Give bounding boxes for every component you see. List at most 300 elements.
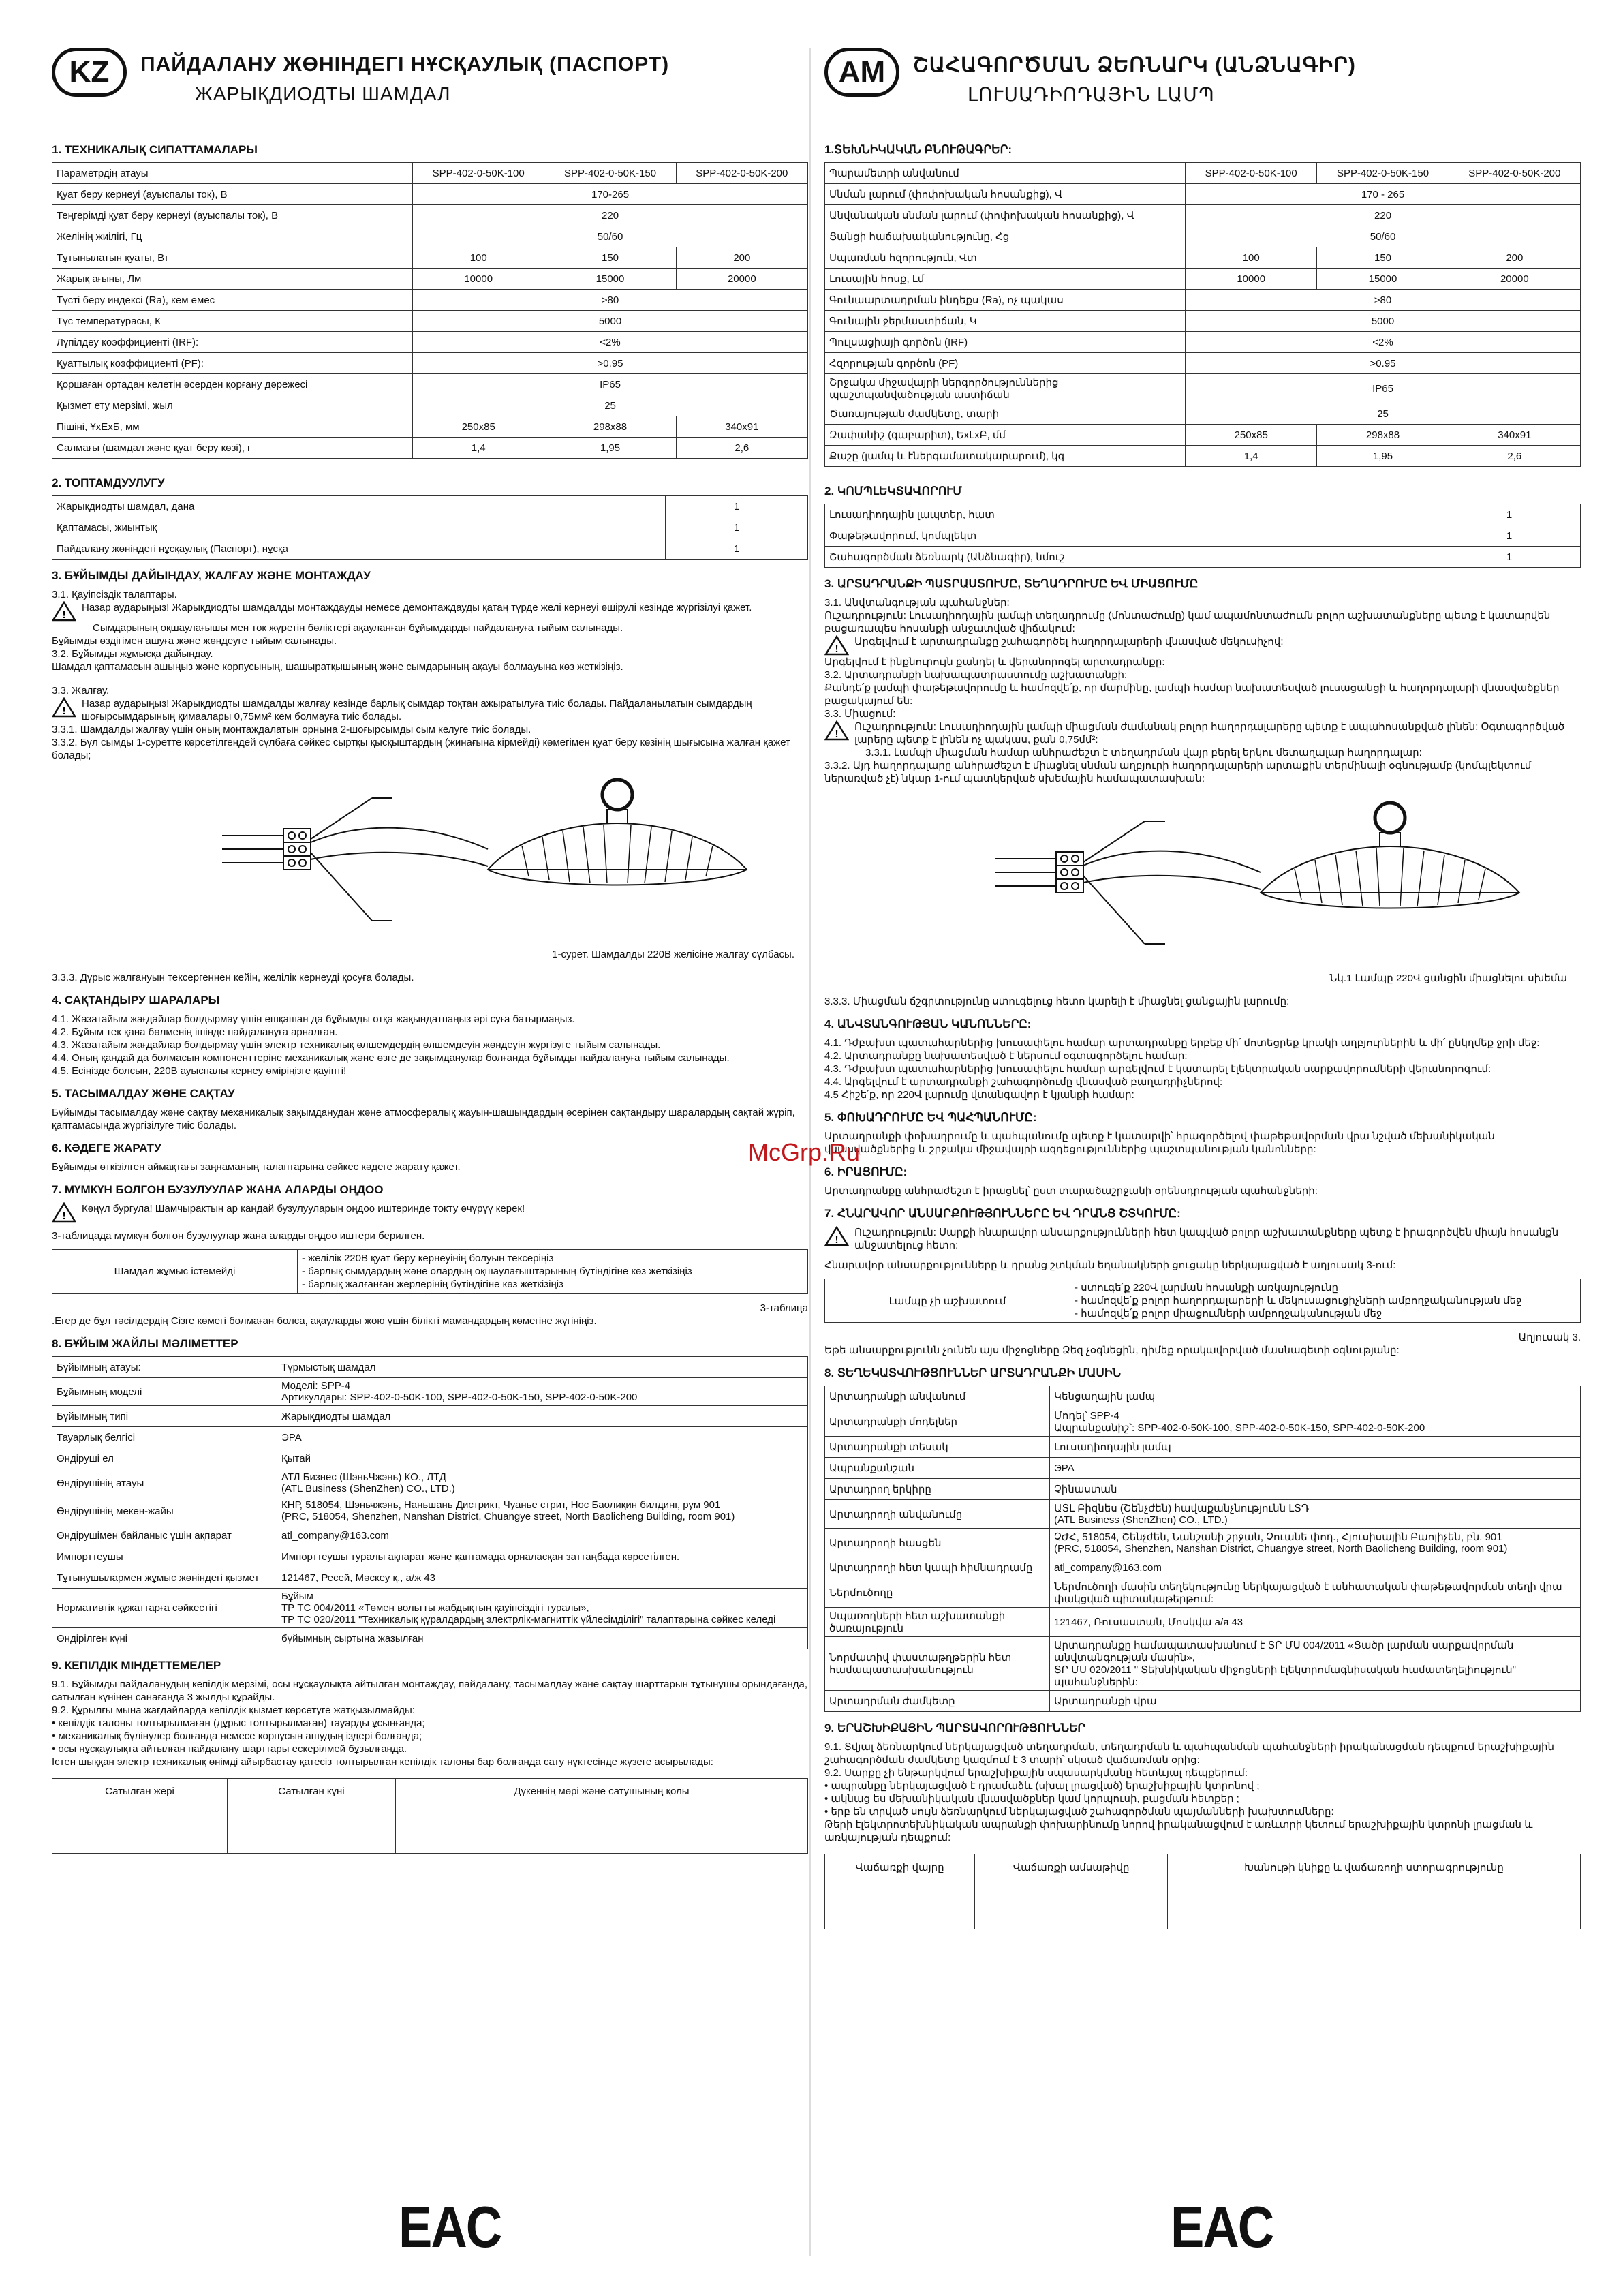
table-cell: Լուսային հոսք, Լմ [825,269,1186,290]
list-item: 4.2. Արտադրանքը նախատեսված է ներսում օգտագործելու համար: [824,1050,1188,1062]
kz-section-2: 2. ТОПТАМДУУЛУГУ [52,476,165,489]
table-cell: 150 [544,247,676,269]
table-cell: КНР, 518054, Шэньчжэнь, Наньшань Дистрикт, Чуанье стрит, Нос Баолиқин билдинг, рум 901 (PRC, 518054, Shenzhen, Nanshan District, Chuangye street, North Baolicheng Building, room 901) [277,1497,808,1525]
table-row [52,290,808,311]
table-cell: Պուլսացիայի գործոն (IRF) [825,332,1186,353]
table-cell: Լամպը չի աշխատում [825,1279,1070,1323]
kz-warning-1 [52,601,808,622]
table-cell: 200 [676,247,807,269]
table-cell: Սպառողների հետ աշխատանքի ծառայություն [825,1608,1050,1637]
table-row [52,247,808,269]
table-cell: Тұрмыстық шамдал [277,1357,808,1378]
table-cell: 298х88 [544,416,676,438]
table-cell: Өндіруші ел [52,1448,277,1469]
table-cell: >0.95 [1186,353,1581,374]
table-row [52,163,808,184]
table-cell: 20000 [1449,269,1580,290]
table-cell: 1,4 [1186,446,1317,467]
table-cell: Արտադրման ժամկետը [825,1691,1050,1712]
table-cell: Վաճառքի վայրը [825,1854,975,1929]
table-cell: Тұтынушылармен жұмыс жөніндегі қызмет [52,1567,277,1589]
table-cell: Жарық ағыны, Лм [52,269,413,290]
list-item: 4.4. Արգելվում է արտադրանքի շահագործումը վնասված բաղադրիչներով: [824,1076,1223,1088]
table-cell: 50/60 [1186,226,1581,247]
am-figure-caption: Նկ.1 Լամպը 220Վ ցանցին միացնելու սխեմա [1329,973,1567,984]
am-column [824,48,1581,1929]
table-row [52,1406,808,1427]
am-sign-table [824,1854,1581,1929]
table-cell: Նորմատիվ փաստաթղթերին հետ համապատասխանություն [825,1637,1050,1691]
table-row [52,1378,808,1406]
am-kit-table [824,504,1581,568]
svg-text:!: ! [62,1210,66,1222]
table-row [825,163,1581,184]
table-cell: Бұйымның моделі [52,1378,277,1406]
am-warning-1-text: Արգելվում է արտադրանքը շահագործել հաղորդալարերի վնասված մեկուսիչով: [854,636,1284,647]
table-row [52,1357,808,1378]
watermark: McGrp.Ru [748,1138,861,1166]
am-badge: AM [824,48,899,97]
table-row [52,1567,808,1589]
table-cell: Түсті беру индексі (Ra), кем емес [52,290,413,311]
kz-p332: 3.3.2. Бұл сымды 1-суретте көрсетілгендей сұлбаға сәйкес сыртқы қысқыштардың (жинағына кірмейді) көмегімен қуат беру көзінің шығысына жалған қажет болады; [52,737,790,761]
table-cell: SPP-402-0-50K-100 [413,163,544,184]
kz-p6: Бұйымды өткізілген аймақтағы заңнаманың талаптарына сәйкес кәдеге жарату қажет. [52,1161,461,1173]
am-warning-3-text: Ուշադրություն: Սարքի հնարավոր անսարքությունների հետ կապված բոլոր աշխատանքները պետք է իրագործվեն միայն հոսանքն անջատելուց հետո: [854,1227,1559,1251]
table-cell: Վաճառքի ամսաթիվը [975,1854,1168,1929]
table-row [825,1691,1581,1712]
table-cell: 298x88 [1317,425,1449,446]
list-item: Істен шыққан электр техникалық өнімді айырбастау қатесіз толтырылған кепілдік талоны бар болғанда сату нүктесінде жүзеге асырылады: [52,1756,713,1768]
table-row [52,438,808,459]
table-cell [298,1250,808,1294]
table-cell: Тауарлық белгісі [52,1427,277,1448]
list-item: - համոզվե՛ք բոլոր միացումների ամբողջականության մեջ [1075,1308,1382,1319]
list-item: • кепілдік талоны толтырылмаған (дұрыс толтырылмаған) тауарды ұсынғанда; [52,1717,425,1729]
table-row [825,446,1581,467]
kz-title: ПАЙДАЛАНУ ЖӨНІНДЕГІ НҰСҚАУЛЫҚ (ПАСПОРТ) [140,53,670,76]
am-p333: 3.3.3. Միացման ճշգրտությունը ստուգելուց հետո կարելի է միացնել ցանցային լարումը: [824,996,1290,1007]
am-table-caption: Աղյուսակ 3. [1518,1332,1581,1343]
table-row [52,205,808,226]
table-cell: SPP-402-0-50K-200 [676,163,807,184]
kz-p333: 3.3.3. Дұрыс жалғануын тексергеннен кейін, желілік кернеуді қосуға болады. [52,972,414,983]
table-cell: Өндірушінің мекен-жайы [52,1497,277,1525]
am-p331: 3.3.1. Լամպի միացման համար անհրաժեշտ է տեղադրման վայր բերել երկու մետաղալար հաղորդալար: [865,747,1422,759]
table-cell: SPP-402-0-50K-200 [1449,163,1580,184]
table-row [52,1779,808,1854]
kz-section-8: 8. БҰЙЫМ ЖАЙЛЫ МӘЛІМЕТТЕР [52,1337,238,1350]
table-cell: 220 [413,205,808,226]
table-row [825,1608,1581,1637]
list-item: • ապրանքը ներկայացված է դրամաձև (սխալ լրացված) երաշխիքային կտրոնով ; [824,1780,1260,1792]
am-p33: 3.3. Միացում: [824,708,896,720]
kz-section-7: 7. МҮМКҮН БОЛГОН БУЗУЛУУЛАР ЖАНА АЛАРДЫ ОҢДОО [52,1183,384,1196]
table-cell: 340х91 [676,416,807,438]
table-cell: 100 [413,247,544,269]
table-cell: Сатылған күні [227,1779,395,1854]
am-p332: 3.3.2. Այդ հաղորդալարը անհրաժեշտ է միացնել սնման աղբյուրի հաղորդալարերի արտաքին տերմինալի օգնությամբ (կոմպլեկտում ներառված չէ) նկար 1-ում պատկերված սխեմային համապատասխան: [824,760,1532,784]
table-row [52,1525,808,1546]
kz-badge: KZ [52,48,127,97]
table-cell: 220 [1186,205,1581,226]
table-cell: Қызмет ету мерзімі, жыл [52,395,413,416]
table-row [825,1854,1581,1929]
svg-text:!: ! [62,705,66,717]
table-cell: atl_company@163.com [277,1525,808,1546]
am-p31a: Ուշադրություն: Լուսադիոդային լամպի տեղադրումը (մոնտաժումը) կամ ապամոնտաժումն բոլոր աշխատանքները պետք է կատարվեն բացառապես հոսանքի անջատված վիճակում: [824,610,1551,634]
table-cell: Қаптамасы, жиынтық [52,517,666,538]
table-cell: Лүпілдеу коэффициенті (IRF): [52,332,413,353]
table-cell: Импорттеушы туралы ақпарат және қаптамада орналасқан заттаңбада көрсетілген. [277,1546,808,1567]
list-item: 4.5 Հիշե՛ք, որ 220Վ լարումը վտանգավոր է կյանքի համար: [824,1089,1134,1101]
kz-p31: 3.1. Қауіпсіздік талаптары. [52,589,177,600]
table-cell: 1,95 [544,438,676,459]
kz-section-4: 4. САҚТАНДЫРУ ШАРАЛАРЫ [52,994,220,1007]
lamp-wiring-illustration [824,797,1581,968]
table-cell: Салмағы (шамдал және қуат беру көзі), г [52,438,413,459]
table-cell: Գունային ջերմաստիճան, Կ [825,311,1186,332]
table-cell: SPP-402-0-50K-150 [1317,163,1449,184]
table-row [825,1479,1581,1500]
am-section-5: 5. ՓՈԽԱԴՐՈՒՄԸ ԵՎ ՊԱՀՊԱՆՈՒՄԸ: [824,1111,1037,1124]
table-row [825,1578,1581,1608]
am-info-table [824,1386,1581,1712]
svg-text:!: ! [835,729,839,740]
svg-text:!: ! [835,1234,839,1246]
table-cell: Ապրանքանշան [825,1458,1050,1479]
table-cell: IP65 [1186,374,1581,403]
table-cell: atl_company@163.com [1050,1557,1581,1578]
kz-p32: 3.2. Бұйымды жұмысқа дайындау. [52,648,213,660]
table-cell: Қоршаған ортадан келетін әсерден қорғану дәрежесі [52,374,413,395]
table-row [825,269,1581,290]
table-cell: Бұйым ТР ТС 004/2011 «Төмен вольтты жабдықтың қауіпсіздігі туралы», ТР ТС 020/2011 "Техникалық құралдардың электрлік-магниттік үйлесімділігі" талаптарына сәйкес келеді [277,1589,808,1628]
table-cell: Қытай [277,1448,808,1469]
table-cell: Параметрдің атауы [52,163,413,184]
kz-section-5: 5. ТАСЫМАЛДАУ ЖӘНЕ САҚТАУ [52,1087,235,1100]
list-item: - ստուգե՛ք 220Վ լարման հոսանքի առկայությունը [1075,1282,1338,1294]
am-warning-3 [824,1226,1581,1252]
table-cell: 200 [1449,247,1580,269]
table-cell: 10000 [413,269,544,290]
table-cell: 250х85 [413,416,544,438]
am-section-6: 6. ԻՐԱՑՈՒՄԸ: [824,1165,908,1178]
table-row [825,353,1581,374]
kz-p31b: Сымдарының оқшаулағышы мен ток жүретін бөліктері ақауланған бұйымдарды пайдалануға тыйым салынады. [93,622,623,634]
table-cell: бұйымның сыртына жазылған [277,1628,808,1649]
table-cell: Нормативтік құжаттарға сәйкестігі [52,1589,277,1628]
kz-warning-3-text: Көңүл бургула! Шамчырактын ар кандай бузулууларын оңдоо иштеринде токту өчүрүү керек! [82,1203,525,1214]
kz-header [52,48,808,116]
am-warning-2-text: Ուշադրություն: Լուսադիոդային լամպի միացման ժամանակ բոլոր հաղորդալարերը պետք է ապահոսանքված լինեն: Օգտագործված լարերը պետք է լինեն ոչ պակաս, քան 0,75մմ²: [854,721,1565,746]
table-cell: IP65 [413,374,808,395]
table-cell: Жарықдиодты шамдал [277,1406,808,1427]
table-cell: Արտադրողի հետ կապի հիմնադրամը [825,1557,1050,1578]
am-section-4: 4. ԱՆՎՏԱՆԳՈՒԹՅԱՆ ԿԱՆՈՆՆԵՐԸ: [824,1017,1032,1030]
table-row [825,1557,1581,1578]
kz-table-caption: 3-таблица [760,1302,808,1314]
kz-section-1: 1. ТЕХНИКАЛЫҚ СИПАТТАМАЛАРЫ [52,143,258,156]
kz-eac-mark: EAC [399,2194,501,2260]
table-cell: 1 [1438,525,1581,547]
table-cell: Արտադրողի անվանումը [825,1500,1050,1529]
table-row [825,525,1581,547]
table-row [52,395,808,416]
kz-p7: 3-таблицада мүмкүн болгон бузулуулар жана аларды оңдоо иштери берилген. [52,1230,425,1242]
table-row [825,374,1581,403]
table-cell: >0.95 [413,353,808,374]
table-cell: Өндірілген күні [52,1628,277,1649]
table-cell: Անվանական սնման լարում (փոփոխական հոսանքից), Վ [825,205,1186,226]
list-item: - համոզվե՛ք բոլոր հաղորդալարերի և մեկուսացուցիչների ամբողջականության մեջ [1075,1295,1522,1306]
table-cell: 170-265 [413,184,808,205]
table-cell: Ցանցի հաճախականությունը, Հց [825,226,1186,247]
table-cell: Шамдал жұмыс істемейді [52,1250,298,1294]
am-p7: Հնարավոր անսարքությունները և դրանց շտկման եղանակների ցուցակը ներկայացված է աղյուսակ 3-ում: [824,1259,1396,1271]
table-cell: Моделі: SPP-4 Артикулдары: SPP-402-0-50K-100, SPP-402-0-50K-150, SPP-402-0-50K-200 [277,1378,808,1406]
warning-icon [52,1202,76,1223]
table-row [825,247,1581,269]
table-row [52,269,808,290]
table-cell: Արտադրանքի անվանում [825,1386,1050,1407]
table-cell: Մոդել՝ SPP-4 Ապրանքանիշ՝: SPP-402-0-50K-100, SPP-402-0-50K-150, SPP-402-0-50K-200 [1050,1407,1581,1437]
table-row [825,1637,1581,1691]
table-cell: 25 [1186,403,1581,425]
table-cell: 100 [1186,247,1317,269]
table-row [52,416,808,438]
svg-text:!: ! [835,643,839,655]
table-cell: 10000 [1186,269,1317,290]
table-cell: Արտադրանքի տեսակ [825,1437,1050,1458]
table-cell: <2% [413,332,808,353]
kz-p5: Бұйымды тасымалдау және сақтау механикалық зақымданудан және атмосфералық жауын-шашындардың әсерінен сақтандыру шаралардың сақтай жүріп, қаптамасында жүргізілуге тиіс болады. [52,1107,795,1131]
table-cell: ЭРА [277,1427,808,1448]
list-item: - барлық сымдардың және олардың оқшаулағыштарының бүтіндігіне көз жеткізіңіз [302,1266,692,1277]
table-cell: Жарықдиодты шамдал, дана [52,496,666,517]
table-cell: 5000 [413,311,808,332]
table-cell [1070,1279,1581,1323]
kz-warning-2-text: Назар аударыңыз! Жарықдиодты шамдалды жалғау кезінде барлық сымдар тоқтан ажыратылуға тиіс болады. Пайдаланылатын сымдардың шоғырсымдарының қимаалары 0,75мм² кем болмауға тиіс болады. [82,698,752,722]
table-cell: Արտադրանքը համապատասխանում է ՏՐ ՄՍ 004/2011 «Ցածր լարման սարքավորման անվտանգության մասին», ՏՐ ՄՍ 020/2011 " Տեխնիկական միջոցների էլեկտրոմագնիսական համատեղելիություն" պահանջներին: [1050,1637,1581,1691]
am-p31: 3.1. Անվտանգության պահանջներ: [824,597,1010,609]
table-row [825,1386,1581,1407]
am-section-8: 8. ՏԵՂԵԿԱՏՎՈՒԹՅՈՒՆՆԵՐ ԱՐՏԱԴՐԱՆՔԻ ՄԱՍԻՆ [824,1366,1121,1379]
table-cell: 1 [666,538,808,560]
am-section-7: 7. ՀՆԱՐԱՎՈՐ ԱՆՍԱՐՔՈՒԹՅՈՒՆՆԵՐԸ ԵՎ ԴՐԱՆՑ ՇՏԿՈՒՄԸ: [824,1207,1181,1220]
table-cell: Қуаттылық коэффициенті (PF): [52,353,413,374]
table-row [825,1458,1581,1479]
table-cell: <2% [1186,332,1581,353]
am-header [824,48,1581,116]
table-cell: Լուսադիոդային լապտեր, հատ [825,504,1438,525]
table-cell: Քաշը (լամպ և էներգամատակարարում), կգ [825,446,1186,467]
table-cell: Չինաստան [1050,1479,1581,1500]
kz-kit-table [52,495,808,560]
table-cell: >80 [1186,290,1581,311]
am-fault-table [824,1279,1581,1323]
am-eac-mark: EAC [1171,2194,1273,2260]
am-p32: 3.2. Արտադրանքի նախապատրաստումը աշխատանքի: [824,669,1128,681]
am-p32b: Քանդե՛ք լամպի փաթեթավորումը և համոզվե՛ք, որ մարմինը, լամպի համար նախատեսված լուսացանցի և հաղորդալարի վնասվածքներ բացակայում են: [824,682,1560,707]
am-p7b: Եթե անսարքությունն չունեն այս միջոցները Ձեզ չօգնեցին, դիմեք որակավորված մասնագետի օգնությանը: [824,1345,1400,1356]
table-cell: Тұтынылатын қуаты, Вт [52,247,413,269]
table-cell: 121467, Ռուսաստան, Մոսկվա a/я 43 [1050,1608,1581,1637]
table-row [52,311,808,332]
list-item: • երբ են տրված սույն ձեռնարկում ներկայացված շահագործման պայմանների խախտումները: [824,1806,1334,1818]
table-cell: Қуат беру кернеуі (ауыспалы ток), В [52,184,413,205]
table-cell: Կենցաղային լամպ [1050,1386,1581,1407]
list-item: - барлық жалғанған жерлерінің бүтіндігіне көз жеткізіңіз [302,1279,563,1290]
list-item: 4.3. Դժբախտ պատահարներից խուսափելու համար արգելվում է կատարել էլեկտրական սարքավորումների վերանորոգում: [824,1063,1491,1075]
table-row [52,1469,808,1497]
table-cell: 25 [413,395,808,416]
table-cell: Արտադրողի հասցեն [825,1529,1050,1557]
table-cell: ՉԺՀ, 518054, Շենչժեն, Նանշանի շրջան, Չուանե փող., Հյուսիսային Բաոլիչեն, բն. 901 (PRC, 518054, Shenzhen, Nanshan District, Chuangye street, North Baolicheng Building, room 901) [1050,1529,1581,1557]
kz-section-3: 3. БҰЙЫМДЫ ДАЙЫНДАУ, ЖАЛҒАУ ЖӘНЕ МОНТАЖДАУ [52,569,371,582]
am-warning-1 [824,635,1581,656]
table-cell: 1 [1438,504,1581,525]
table-row [52,1427,808,1448]
table-cell: Дүкеннің мөрі және сатушының қолы [395,1779,807,1854]
table-cell: Бұйымның типі [52,1406,277,1427]
table-cell: SPP-402-0-50K-150 [544,163,676,184]
list-item: • механикалық бүлінулер болғанда немесе корпусын ашудың іздері болғанда; [52,1730,422,1742]
list-item: 4.1. Դժբախտ պատահարներից խուսափելու համար արտադրանքը երբեք մի՛ մոտեցրեք կրակի աղբյուրներին և մի՛ ընկղմեք ջրի մեջ: [824,1037,1540,1049]
am-subtitle: ԼՈՒՍԱԴԻՈԴԱՅԻՆ ԼԱՄՊ [968,84,1215,105]
table-cell: Սնման լարում (փոփոխական հոսանքից), Վ [825,184,1186,205]
table-cell: Сатылған жері [52,1779,228,1854]
list-item: 9.1. Տվյալ ձեռնարկում ներկայացված տեղադրման, տեղադրման և պահպանման պահանջների իրականացման դեպքում երաշխիքային շահագործման ժամկետը կազմում է 3 տարի՝ սկսած վաճառման օրից: [824,1741,1555,1766]
table-cell: 15000 [544,269,676,290]
list-item: • ակնաց ես մեխանիկական վնասվածքներ կամ կորպուսի, բացման հետքեր ; [824,1793,1239,1805]
table-cell: АТЛ Бизнес (ШэньЧжэнь) КО., ЛТД (ATL Business (ShenZhen) CO., LTD.) [277,1469,808,1497]
am-title: ՇԱՀԱԳՈՐԾՄԱՆ ՁԵՌՆԱՐԿ (ԱՆՁՆԱԳԻՐ) [913,54,1356,76]
table-cell: 1,4 [413,438,544,459]
kz-p31c: Бұйымды өздігімен ашуға және жөндеуге тыйым салынады. [52,635,337,647]
table-row [52,332,808,353]
table-row [52,517,808,538]
table-cell: Өндірушімен байланыс үшін ақпарат [52,1525,277,1546]
table-row [825,403,1581,425]
table-row [825,332,1581,353]
table-cell: 1 [666,496,808,517]
table-row [825,226,1581,247]
table-cell: Ծառայության ժամկետը, տարի [825,403,1186,425]
table-cell: 20000 [676,269,807,290]
table-row [825,547,1581,568]
list-item: 4.3. Жазатайым жағдайлар болдырмау үшін электр техникалық өлшемдердің өлшемдеуін жөндеуін жүргізуге тыйым салынады. [52,1039,661,1051]
kz-section-6: 6. КӘДЕГЕ ЖАРАТУ [52,1142,161,1154]
kz-info-table [52,1356,808,1649]
kz-column [52,48,808,1854]
svg-text:!: ! [62,609,66,621]
table-row [52,1589,808,1628]
kz-p33: 3.3. Жалғау. [52,685,110,697]
list-item: 4.4. Оның қандай да болмасын компоненттеріне механикалық және өзге де зақымданулар болғанда бұйымды пайдалануға тыйым салынады. [52,1052,730,1064]
list-item: 4.2. Бұйым тек қана бөлменің ішінде пайдалануға арналған. [52,1026,338,1038]
table-row [825,425,1581,446]
warning-icon [52,601,76,622]
table-cell: ЭРА [1050,1458,1581,1479]
am-section-9: 9. ԵՐԱՇԽԻՔԱՅԻՆ ՊԱՐՏԱՎՈՐՈՒԹՅՈՒՆՆԵՐ [824,1721,1086,1734]
table-cell: Հզորության գործոն (PF) [825,353,1186,374]
table-row [52,1497,808,1525]
table-cell: 2,6 [1449,446,1580,467]
list-item: Թերի էլեկտրոտեխնիկական ապրանքի փոխարինումը նորով իրականացվում է առևտրի կետում երաշխիքային կտրոնի լրացման և առկայության դեպքում: [824,1819,1533,1843]
warning-icon [52,697,76,718]
table-cell: ԱՏԼ Բիզնես (Շենչժեն) հավաքանչնությունն ԼՏԴ (ATL Business (ShenZhen) CO., LTD.) [1050,1500,1581,1529]
kz-p7b: .Егер де бұл тәсілдердің Сізге көмегі болмаған болса, ақауларды жою үшін білікті мамандардың көмегіне жүгініңіз. [52,1315,597,1327]
table-cell: Փաթեթավորում, կոմպլեկտ [825,525,1438,547]
am-section-3: 3. ԱՐՏԱԴՐԱՆՔԻ ՊԱՏՐԱՍՏՈՒՄԸ, ՏԵՂԱԴՐՈՒՄԸ ԵՎ ՄԻԱՑՈՒՄԸ [824,577,1199,590]
table-cell: Խանութի կնիքը և վաճառողի ստորագրությունը [1168,1854,1581,1929]
table-row [825,1437,1581,1458]
warning-icon [824,720,849,741]
warning-icon [824,1226,849,1246]
table-cell: Սպառման հզորություն, Վտ [825,247,1186,269]
table-cell: Бұйымның атауы: [52,1357,277,1378]
table-cell: Արտադրանքի վրա [1050,1691,1581,1712]
table-row [52,1628,808,1649]
table-row [52,374,808,395]
table-cell: 170 - 265 [1186,184,1581,205]
kz-p32b: Шамдал қаптамасын ашыңыз және корпусының, шашыратқышының және сымдарының ақауы болмауына көз жеткізіңіз. [52,661,623,673]
table-cell: Пішіні, ҰхЕхБ, мм [52,416,413,438]
kz-fault-table [52,1249,808,1294]
table-cell: 15000 [1317,269,1449,290]
kz-subtitle: ЖАРЫҚДИОДТЫ ШАМДАЛ [195,83,451,104]
kz-warning-2 [52,697,808,723]
table-row [52,1250,808,1294]
table-cell: Пайдалану жөніндегі нұсқаулық (Паспорт), нұсқа [52,538,666,560]
table-cell: 1 [666,517,808,538]
table-cell: 50/60 [413,226,808,247]
list-item: 9.1. Бұйымды пайдаланудың кепілдік мерзімі, осы нұсқаулықта айтылған монтаждау, пайдалану, тасымалдау және сақтау шарттарын тұтынушы орындағанда, сатылған күнінен санағанда 3 жылды құрайды. [52,1679,808,1703]
list-item: 9.2. Սարքը չի ենթարկվում երաշխիքային սպասարկմանը հետևյալ դեպքերում: [824,1767,1248,1779]
table-cell: Արտադրանքի մոդելներ [825,1407,1050,1437]
table-cell: Պարամետրի անվանում [825,163,1186,184]
am-section-2: 2. ԿՈՄՊԼԵԿՏԱՎՈՐՈՒՄ [824,485,962,498]
table-cell: 5000 [1186,311,1581,332]
kz-warning-3 [52,1202,808,1223]
lamp-wiring-illustration [52,774,808,945]
table-cell: >80 [413,290,808,311]
table-row [52,538,808,560]
list-item: 9.2. Құрылғы мына жағдайларда кепілдік қызмет көрсетуге жатқызылмайды: [52,1704,415,1716]
table-cell: Շահագործման ձեռնարկ (Անձնագիր), նմուշ [825,547,1438,568]
table-cell: 250x85 [1186,425,1317,446]
table-cell: Өндірушінің атауы [52,1469,277,1497]
table-cell: Импорттеушы [52,1546,277,1567]
am-section-1: 1.ՏԵԽՆԻԿԱԿԱՆ ԲՆՈՒԹԱԳՐԵՐ: [824,143,1013,156]
am-warning-2 [824,720,1581,746]
table-cell: 150 [1317,247,1449,269]
table-cell: 340x91 [1449,425,1580,446]
table-row [52,184,808,205]
table-cell: Լուսադիոդային լամպ [1050,1437,1581,1458]
kz-section-9: 9. КЕПІЛДІК МІНДЕТТЕМЕЛЕР [52,1659,221,1672]
table-cell: 121467, Ресей, Мәскеу қ., а/ж 43 [277,1567,808,1589]
am-wiring-diagram [824,797,1581,968]
am-p6: Արտադրանքը անհրաժեշտ է իրացնել՝ ըստ տարածաշրջանի օրենսդրության պահանջների: [824,1185,1318,1197]
table-row [825,290,1581,311]
table-cell: Ներմուծողի մասին տեղեկությունը ներկայացված է անհատական փաթեթավորման տեղի վրա փակցված պիտակաթերթում: [1050,1578,1581,1608]
am-specs-table [824,162,1581,467]
table-cell: 1 [1438,547,1581,568]
table-row [52,496,808,517]
warning-icon [824,635,849,656]
